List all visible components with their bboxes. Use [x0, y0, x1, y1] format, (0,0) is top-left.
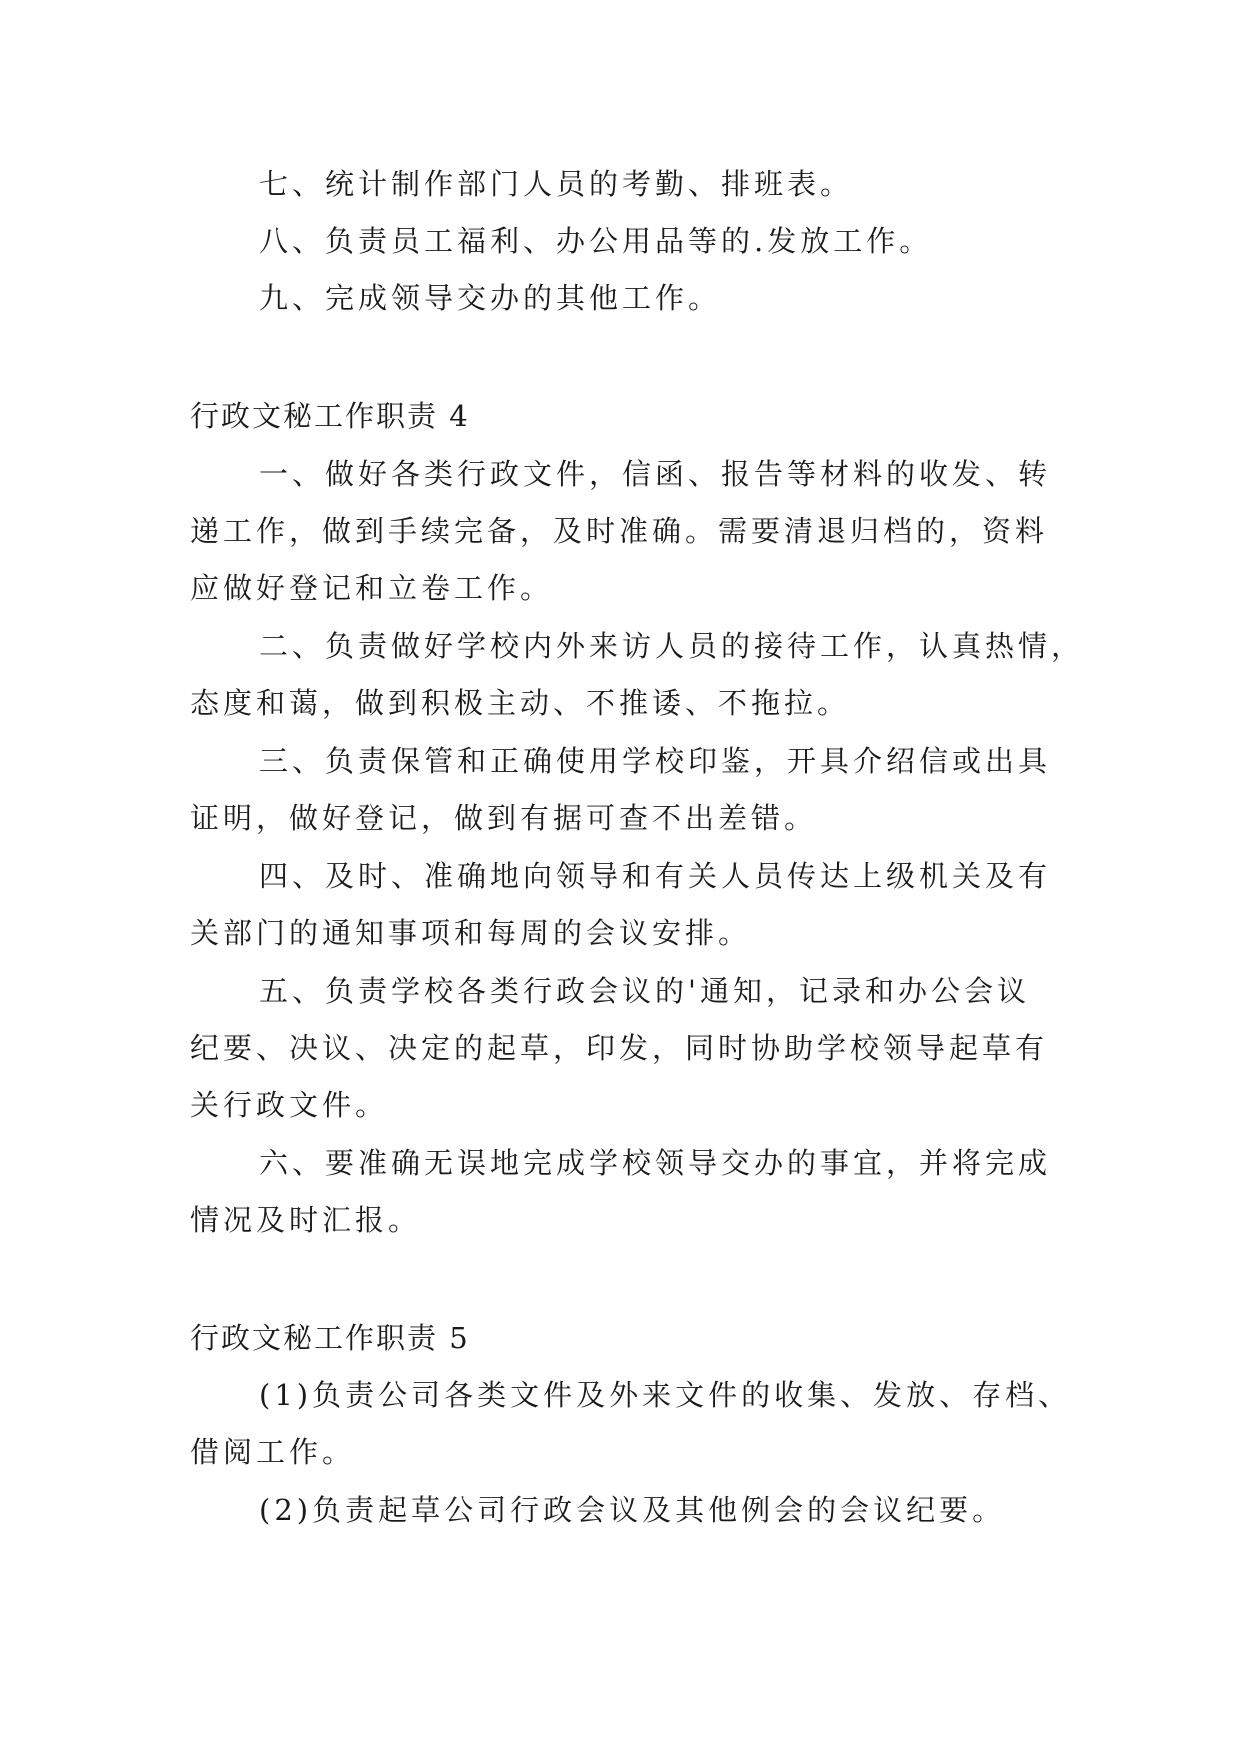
section-heading: 行政文秘工作职责 5 — [190, 1321, 470, 1355]
section-heading: 行政文秘工作职责 4 — [190, 399, 470, 433]
paragraph-line: 五、负责学校各类行政会议的'通知，记录和办公会议 — [259, 974, 1030, 1008]
paragraph-line: 借阅工作。 — [190, 1435, 356, 1469]
paragraph-line: 九、完成领导交办的其他工作。 — [259, 281, 722, 315]
paragraph-line: 应做好登记和立卷工作。 — [190, 571, 554, 605]
paragraph-line: 八、负责员工福利、办公用品等的.发放工作。 — [259, 224, 933, 258]
paragraph-line: 纪要、决议、决定的起草，印发，同时协助学校领导起草有 — [190, 1031, 1049, 1065]
paragraph-line: (1)负责公司各类文件及外来文件的收集、发放、存档、 — [259, 1378, 1072, 1412]
paragraph-line: 态度和蔼，做到积极主动、不推诿、不拖拉。 — [190, 686, 851, 720]
paragraph-line: 证明，做好登记，做到有据可查不出差错。 — [190, 801, 818, 835]
paragraph-line: 六、要准确无误地完成学校领导交办的事宜，并将完成 — [259, 1146, 1052, 1180]
paragraph-line: 情况及时汇报。 — [190, 1203, 422, 1237]
paragraph-line: 一、做好各类行政文件，信函、报告等材料的收发、转 — [259, 457, 1052, 491]
paragraph-line: 七、统计制作部门人员的考勤、排班表。 — [259, 167, 854, 201]
paragraph-line: 四、及时、准确地向领导和有关人员传达上级机关及有 — [259, 859, 1052, 893]
paragraph-line: 关行政文件。 — [190, 1088, 389, 1122]
paragraph-line: 关部门的通知事项和每周的会议安排。 — [190, 916, 752, 950]
paragraph-line: 递工作，做到手续完备，及时准确。需要清退归档的，资料 — [190, 514, 1049, 548]
paragraph-line: 二、负责做好学校内外来访人员的接待工作，认真热情， — [259, 629, 1085, 663]
paragraph-line: 三、负责保管和正确使用学校印鉴，开具介绍信或出具 — [259, 744, 1052, 778]
paragraph-line: (2)负责起草公司行政会议及其他例会的会议纪要。 — [259, 1493, 1006, 1527]
